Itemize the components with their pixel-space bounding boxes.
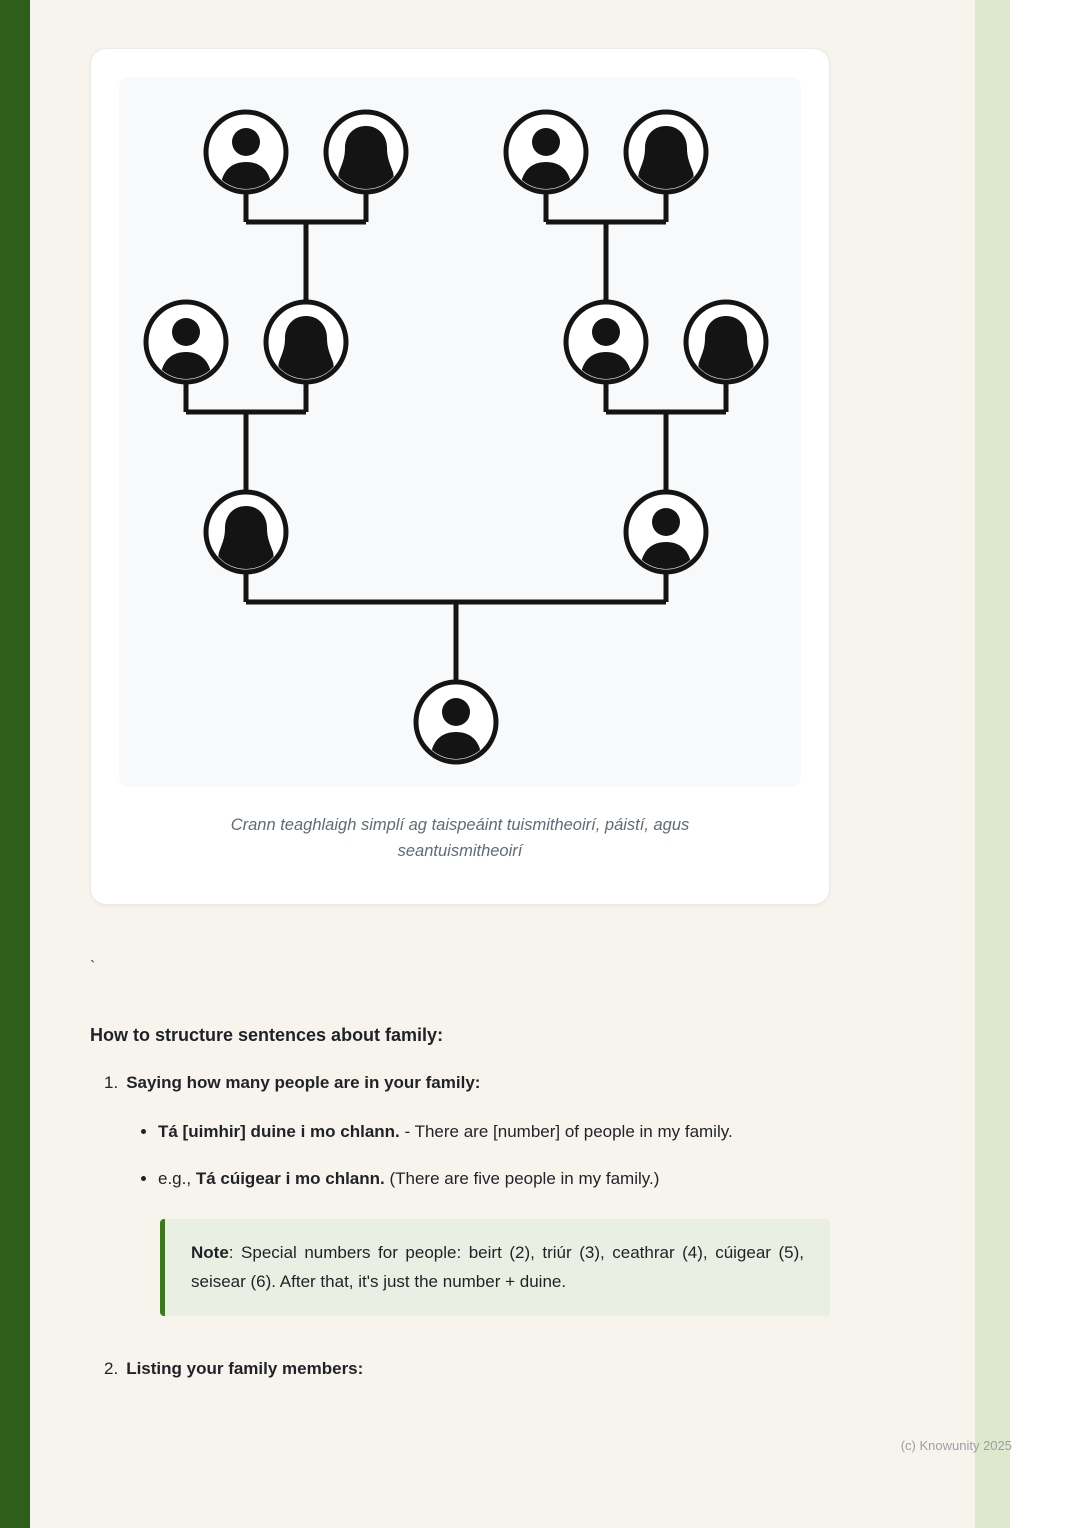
male-avatar-icon bbox=[146, 302, 226, 384]
numbered-list bbox=[90, 1070, 830, 1382]
content-column bbox=[90, 48, 830, 1382]
figure-caption: Crann teaghlaigh simplí ag taispeáint tuismitheoirí, páistí, agus seantuismitheoirí bbox=[230, 816, 690, 860]
list-item-1 bbox=[90, 1070, 830, 1096]
female-avatar-icon bbox=[206, 492, 286, 574]
list-item-1-title: Saying how many people are in your family: bbox=[126, 1073, 481, 1093]
right-accent-stripe bbox=[975, 0, 1010, 1528]
male-avatar-icon bbox=[566, 302, 646, 384]
right-page-margin bbox=[1010, 0, 1080, 1528]
female-avatar-icon bbox=[326, 112, 406, 194]
note-callout bbox=[160, 1219, 830, 1317]
family-tree-svg bbox=[119, 77, 801, 787]
list-item-2-title: Listing your family members: bbox=[126, 1359, 364, 1379]
bullet-1-rest-text: - There are [number] of people in my family. bbox=[399, 1121, 733, 1141]
male-avatar-icon bbox=[506, 112, 586, 194]
list-item-2-number: 2. bbox=[104, 1359, 119, 1379]
female-avatar-icon bbox=[626, 112, 706, 194]
male-avatar-icon bbox=[206, 112, 286, 194]
bullet-2-lead: e.g., bbox=[158, 1169, 196, 1189]
note-text bbox=[191, 1239, 804, 1297]
section-heading: How to structure sentences about family: bbox=[90, 1025, 444, 1046]
note-body: : Special numbers for people: beirt (2), triúr (3), ceathrar (4), cúigear (5), seisear (6). After that, it's just the number + duine. bbox=[191, 1242, 804, 1291]
male-avatar-icon bbox=[416, 682, 496, 764]
bullet-1-bold-text: Tá [uimhir] duine i mo chlann. bbox=[158, 1121, 400, 1141]
left-accent-bar bbox=[0, 0, 30, 1528]
copyright-text: (c) Knowunity 2025 bbox=[900, 1438, 1012, 1453]
stray-backtick: ` bbox=[90, 959, 96, 977]
female-avatar-icon bbox=[266, 302, 346, 384]
list-item-2 bbox=[90, 1356, 830, 1382]
bullet-2-rest-text: (There are five people in my family.) bbox=[384, 1169, 660, 1189]
family-tree-panel bbox=[119, 77, 801, 787]
bullet-item-1 bbox=[158, 1118, 830, 1146]
figure-card bbox=[90, 48, 830, 905]
note-label: Note bbox=[191, 1242, 229, 1262]
male-avatar-icon bbox=[626, 492, 706, 574]
bullet-2-bold-text: Tá cúigear i mo chlann. bbox=[195, 1169, 385, 1189]
bullet-item-2 bbox=[158, 1165, 830, 1193]
list-item-1-number: 1. bbox=[104, 1073, 119, 1093]
female-avatar-icon bbox=[686, 302, 766, 384]
content-area bbox=[30, 0, 975, 1528]
bullet-list bbox=[90, 1118, 830, 1193]
